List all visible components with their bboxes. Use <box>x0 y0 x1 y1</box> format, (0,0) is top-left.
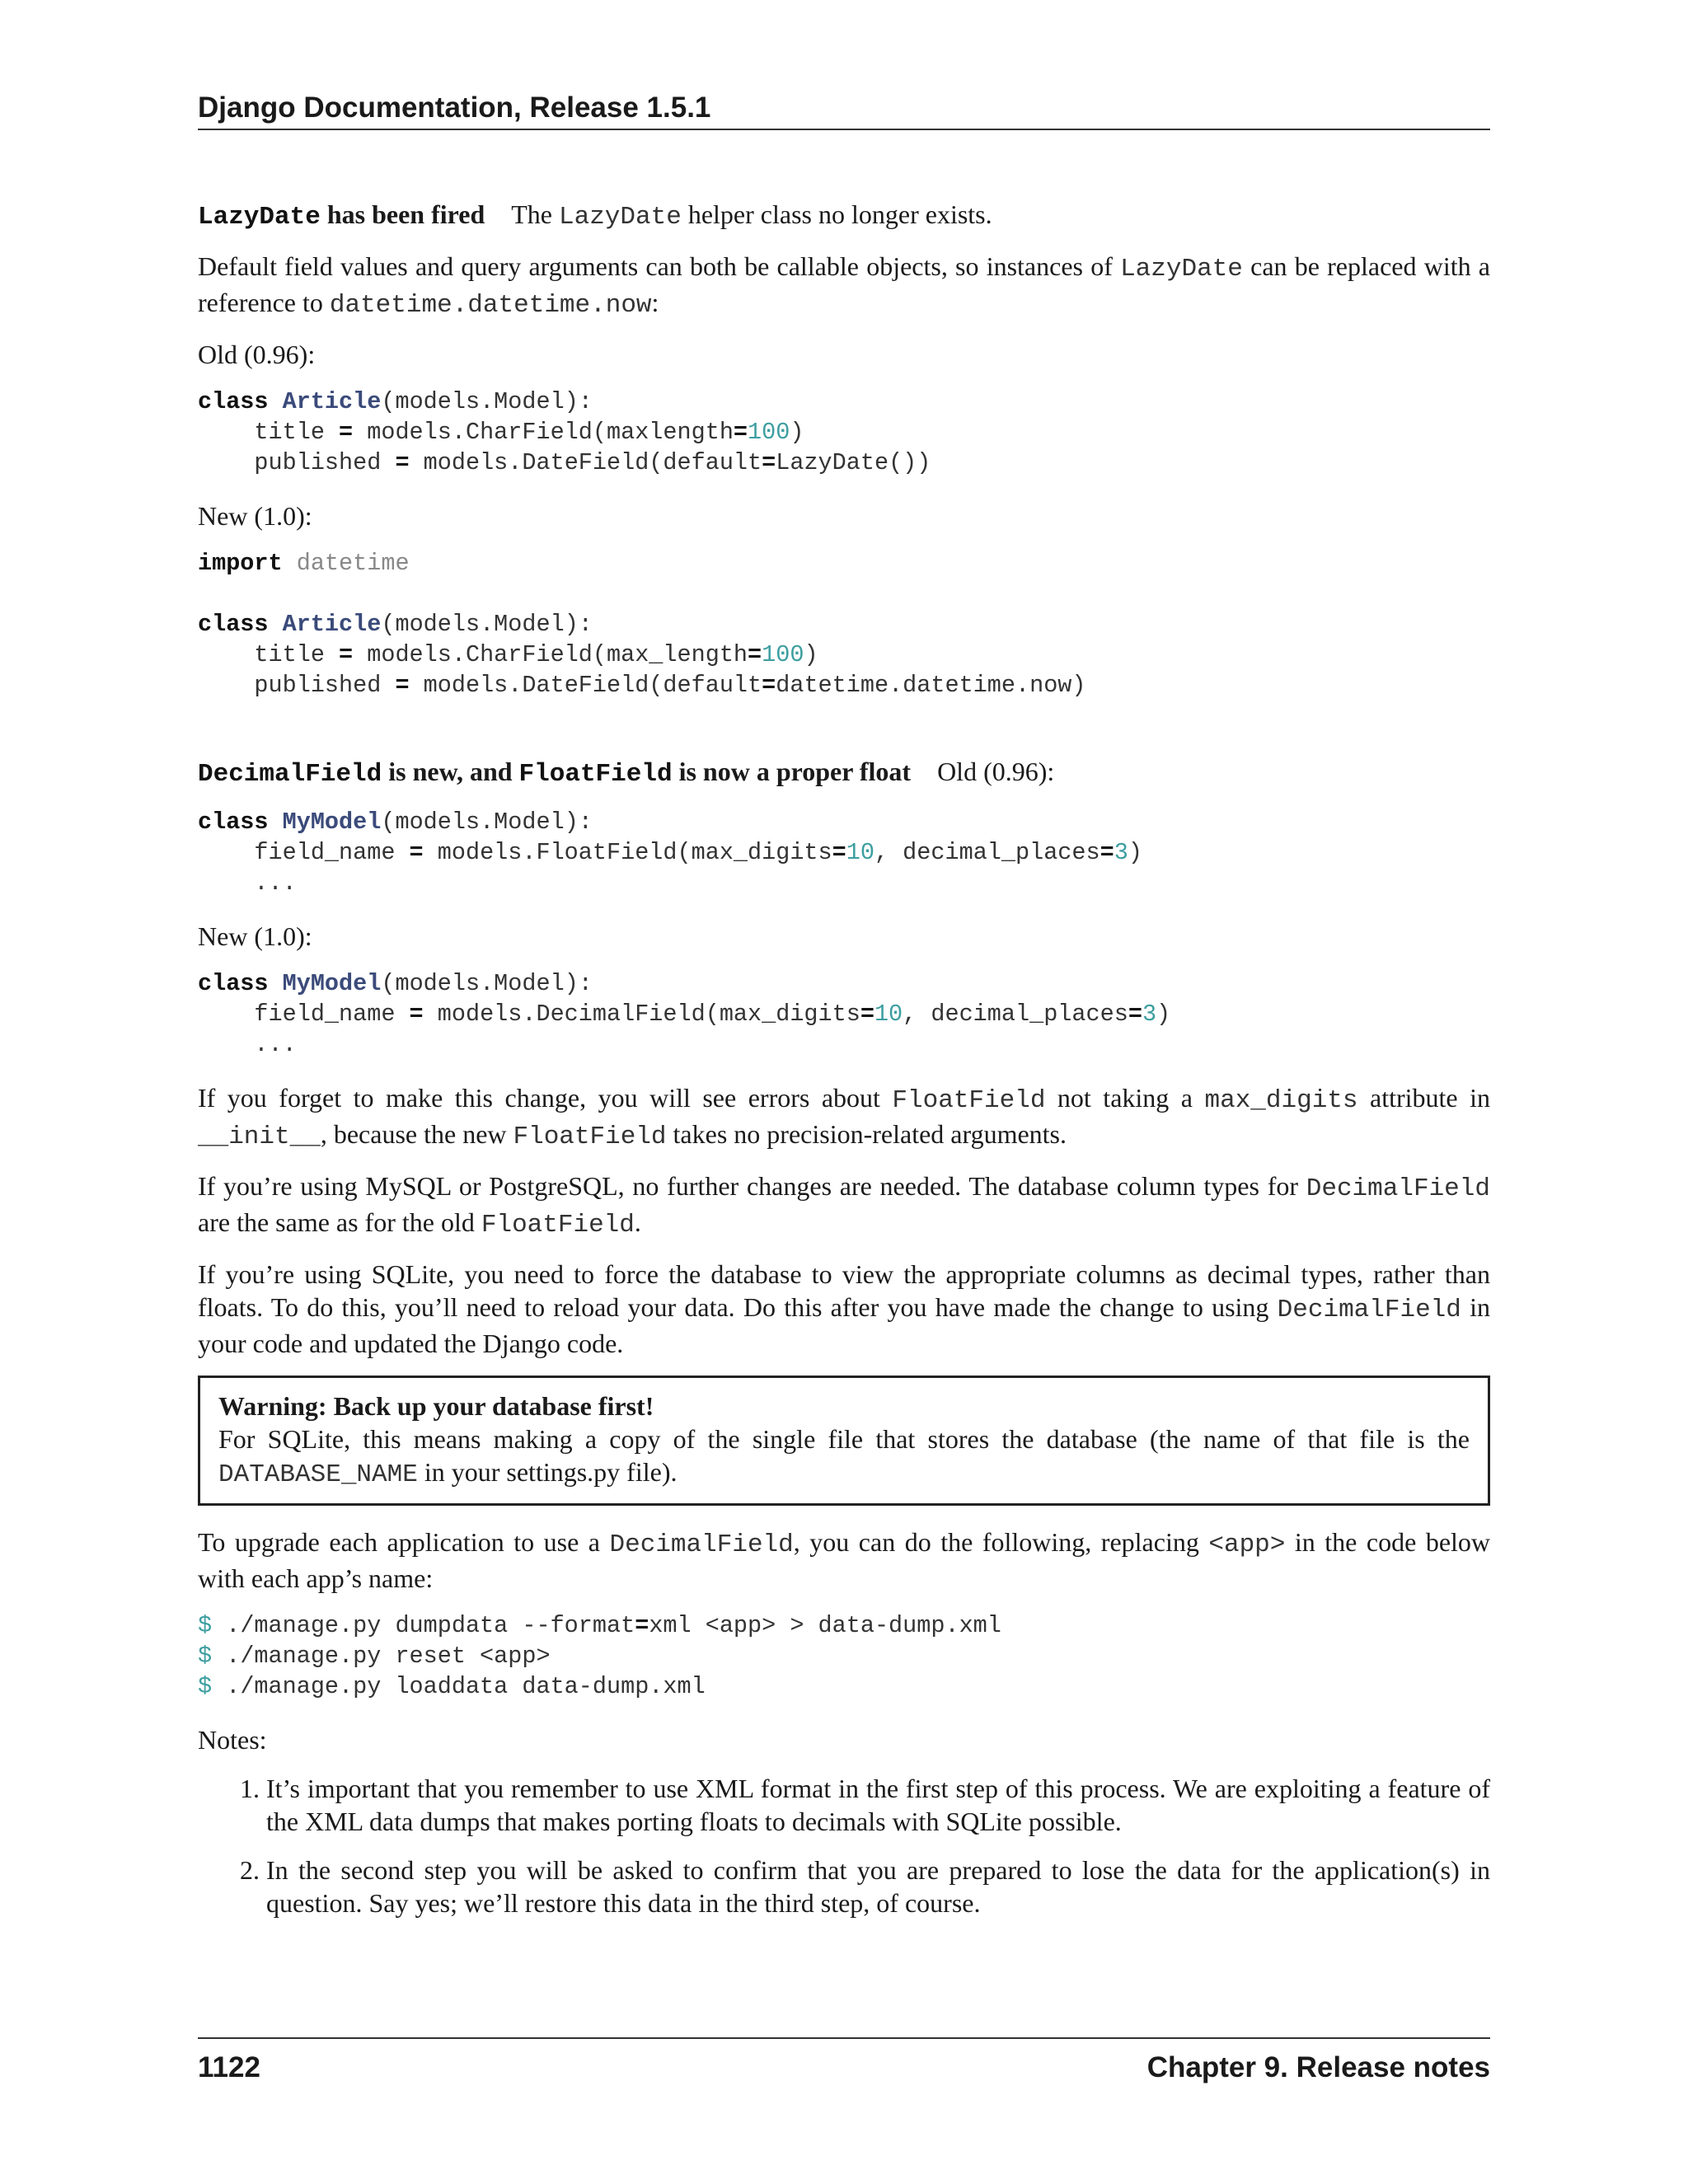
paragraph-forget-change: If you forget to make this change, you will see errors about FloatField not taking a max_digits attribute in __init__, because the new FloatField takes no precision-related arguments. <box>198 1083 1491 1151</box>
chapter-title: Chapter 9. Release notes <box>1146 2051 1490 2083</box>
code-block-shell-commands: $ ./manage.py dumpdata --format=xml <app> > data-dump.xml $ ./manage.py reset <app> $ ./manage.py loaddata data-dump.xml <box>198 1612 1001 1700</box>
lazydate-rubric-paragraph: LazyDate has been fired The LazyDate helper class no longer exists. <box>198 199 992 232</box>
notes-label: Notes: <box>198 1725 267 1755</box>
main-content <box>198 198 1490 1935</box>
code-block-decimal-new: class MyModel(models.Model): field_name = models.DecimalField(max_digits=10, decimal_places=3) ... <box>198 970 1171 1058</box>
code-block-lazydate-old: class Article(models.Model): title = models.CharField(maxlength=100) published = models.DateField(default=LazyDate()) <box>198 388 931 476</box>
page <box>198 0 1490 2184</box>
warning-admonition <box>198 1376 1490 1506</box>
notes-list <box>198 1772 1490 1919</box>
header-title: Django Documentation, Release 1.5.1 <box>198 91 711 124</box>
lazydate-new-label: New (1.0): <box>198 501 312 531</box>
lazydate-old-label: Old (0.96): <box>198 340 316 369</box>
page-header <box>198 89 1490 130</box>
code-block-decimal-old: class MyModel(models.Model): field_name = models.FloatField(max_digits=10, decimal_places=3) ... <box>198 808 1142 897</box>
warning-title: Warning: Back up your database first! <box>218 1391 654 1421</box>
paragraph-sqlite: If you’re using SQLite, you need to force the database to view the appropriate columns as decimal types, rather than floats. To do this, you’ll need to reload your data. Do this after you have made the change to using DecimalField in your code and updated the Django code. <box>198 1259 1491 1358</box>
list-item: 1. It’s important that you remember to use XML format in the first step of this process. We are exploiting a feature of the XML data dumps that makes porting floats to decimals with SQLite possible. <box>266 1772 1490 1838</box>
decimal-rubric: DecimalField is new, and FloatField is now a proper float <box>198 757 912 789</box>
paragraph-upgrade: To upgrade each application to use a DecimalField, you can do the following, replacing <app> in the code below with each app’s name: <box>198 1527 1491 1593</box>
page-footer <box>198 2037 1490 2087</box>
code-block-lazydate-new: import datetime class Article(models.Model): title = models.CharField(max_length=100) published = models.DateField(default=datetime.datetime.now) <box>198 550 1086 699</box>
decimal-new-label: New (1.0): <box>198 921 312 951</box>
decimal-rubric-paragraph: DecimalField is new, and FloatField is now a proper float Old (0.96): <box>198 757 1055 789</box>
lazydate-description: Default field values and query arguments can both be callable objects, so instances of LazyDate can be replaced with a reference to datetime.datetime.now: <box>198 251 1491 320</box>
paragraph-mysql: If you’re using MySQL or PostgreSQL, no further changes are needed. The database column types for DecimalField are the same as for the old FloatField. <box>198 1171 1490 1240</box>
warning-body: For SQLite, this means making a copy of the single file that stores the database (the name of that file is the DATABASE_NAME in your settings.py file). <box>218 1424 1470 1489</box>
lazydate-rubric: LazyDate has been fired <box>198 199 485 232</box>
list-item: 2. In the second step you will be asked to confirm that you are prepared to lose the data for the application(s) in question. Say yes; we’ll restore this data in the third step, of course. <box>266 1854 1490 1919</box>
page-number: 1122 <box>198 2051 260 2083</box>
